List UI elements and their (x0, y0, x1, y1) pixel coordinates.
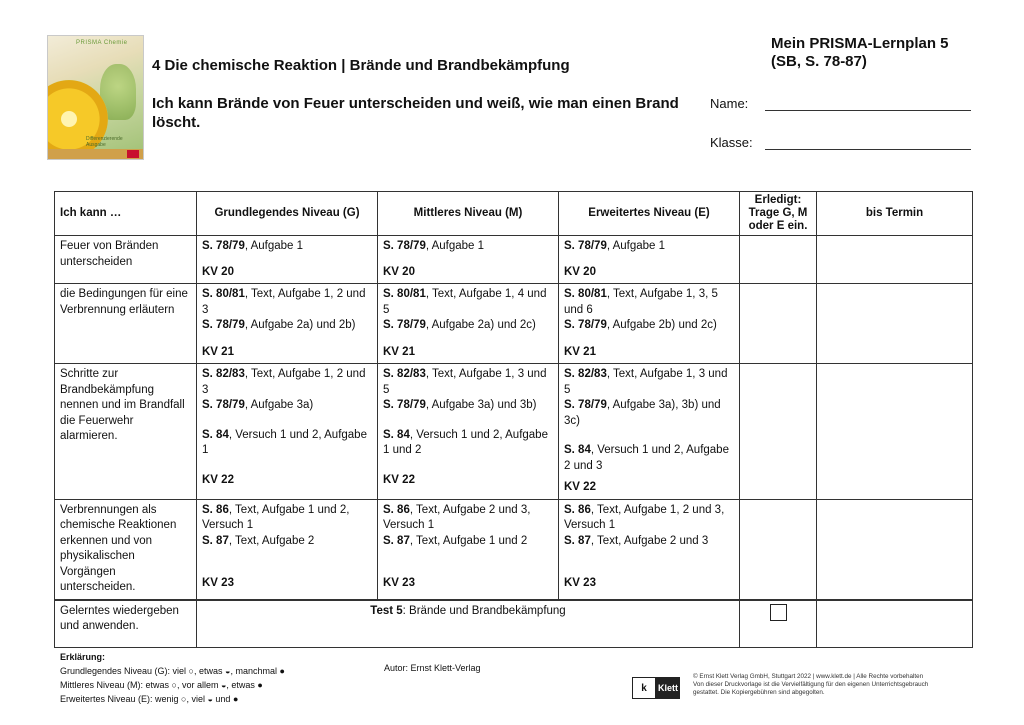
task-reference (564, 367, 734, 398)
klett-logo (632, 677, 680, 699)
book-cover-image (47, 35, 144, 160)
page-reference: S. 78/79 (202, 319, 245, 331)
level-m-cell (378, 499, 559, 600)
page-reference: S. 78/79 (383, 240, 426, 252)
header-done: Erledigt: Trage G, M oder E ein. (740, 192, 817, 236)
final-test-text: : Brände und Brandbekämpfung (402, 604, 566, 617)
task-reference (564, 534, 734, 550)
task-reference (564, 287, 734, 318)
deadline-cell[interactable] (817, 284, 973, 364)
task-text: , Text, Aufgabe 2 (228, 534, 315, 547)
klett-logo-word: Klett (656, 677, 680, 699)
level-e-cell (559, 284, 740, 364)
page-reference: S. 80/81 (202, 288, 245, 300)
level-g-cell (197, 284, 378, 364)
table-row (55, 284, 973, 364)
task-reference (564, 443, 734, 474)
level-m-cell (378, 284, 559, 364)
worksheet-label: KV 22 (564, 481, 596, 493)
deadline-cell[interactable] (817, 499, 973, 600)
done-cell[interactable] (740, 284, 817, 364)
task-reference (383, 239, 553, 255)
level-e-cell (559, 236, 740, 284)
task-reference (383, 428, 553, 459)
legend-title: Erklärung: (60, 652, 106, 662)
task-text: , Aufgabe 3a) und 3b) (425, 399, 537, 411)
worksheet-label: KV 21 (383, 345, 415, 358)
task-reference (564, 398, 734, 429)
task-reference (383, 534, 553, 550)
final-deadline-cell[interactable] (817, 600, 973, 648)
deadline-cell[interactable] (817, 364, 973, 500)
task-text: , Aufgabe 2a) und 2b) (244, 319, 356, 331)
header-level-m: Mittleres Niveau (M) (378, 192, 559, 236)
cover-subtitle: Differenzierende Ausgabe (86, 136, 123, 148)
level-g-cell (197, 236, 378, 284)
final-test-bold: Test 5 (370, 604, 403, 617)
final-test (197, 600, 740, 648)
task-text: , Aufgabe 1 (244, 240, 304, 252)
skill-cell: Feuer von Bränden unterscheiden (55, 236, 197, 284)
skill-cell: Verbrennungen als chemische Reaktionen erkennen und von physikalischen Vorgängen unterscheiden. (55, 499, 197, 600)
task-text: , Aufgabe 3a) (244, 399, 314, 411)
page-reference: S. 87 (202, 534, 229, 547)
task-reference (383, 503, 553, 534)
task-text: , Aufgabe 2b) und 2c) (606, 319, 717, 331)
task-text: , Text, Aufgabe 1, 2 und 3 (202, 368, 366, 396)
task-reference (202, 239, 372, 255)
task-reference (564, 503, 734, 534)
task-reference (202, 534, 372, 550)
page-reference: S. 78/79 (383, 319, 426, 331)
cover-brand: PRISMA Chemie (76, 40, 128, 46)
page-reference: S. 82/83 (202, 368, 245, 380)
page-reference: S. 86 (564, 503, 591, 516)
worksheet-label: KV 20 (202, 265, 234, 278)
author-note: Autor: Ernst Klett-Verlag (384, 663, 481, 673)
task-text: , Text, Aufgabe 1, 4 und 5 (383, 288, 547, 316)
header-deadline: bis Termin (817, 192, 973, 236)
chapter-title: 4 Die chemische Reaktion | Brände und Brandbekämpfung (152, 57, 570, 74)
page-reference: S. 84 (202, 428, 229, 441)
task-text: , Text, Aufgabe 1 und 2, Versuch 1 (202, 503, 350, 531)
class-label: Klasse: (710, 135, 753, 150)
task-text: , Text, Aufgabe 1 und 2 (409, 534, 528, 547)
task-text: , Versuch 1 und 2, Aufgabe 2 und 3 (564, 444, 729, 472)
task-text: , Versuch 1 und 2, Aufgabe 1 (202, 428, 367, 456)
final-skill: Gelerntes wiedergeben und anwenden. (55, 600, 197, 648)
level-m-cell (378, 236, 559, 284)
worksheet-label: KV 23 (202, 577, 234, 589)
task-reference (202, 428, 372, 459)
task-text: , Text, Aufgabe 1, 3 und 5 (564, 368, 728, 396)
task-text: , Text, Aufgabe 2 und 3, Versuch 1 (383, 503, 531, 531)
page-reference: S. 82/83 (383, 368, 426, 380)
task-reference (202, 318, 372, 334)
page-reference: S. 78/79 (383, 399, 426, 411)
legend-line-e: Erweitertes Niveau (E): wenig ○, viel ◒ und ● (60, 694, 239, 704)
page-reference: S. 87 (383, 534, 410, 547)
task-text: , Text, Aufgabe 1, 3, 5 und 6 (564, 288, 718, 316)
copyright-note (693, 673, 983, 697)
task-text: , Text, Aufgabe 1, 2 und 3 (202, 288, 366, 316)
deadline-cell[interactable] (817, 236, 973, 284)
task-text: , Text, Aufgabe 1, 3 und 5 (383, 368, 547, 396)
plan-title-line2: (SB, S. 78-87) (771, 53, 867, 70)
done-checkbox[interactable] (770, 604, 787, 621)
task-reference (383, 367, 553, 398)
page-reference: S. 78/79 (564, 319, 607, 331)
worksheet-label: KV 20 (564, 265, 596, 278)
task-reference (564, 239, 734, 255)
page-reference: S. 82/83 (564, 368, 607, 380)
class-line[interactable] (765, 149, 971, 150)
worksheet-label: KV 21 (202, 345, 234, 358)
skill-cell: Schritte zur Brandbekämpfung nennen und im Brandfall die Feuerwehr alarmieren. (55, 364, 197, 500)
task-text: , Aufgabe 2a) und 2c) (425, 319, 536, 331)
table-row (55, 364, 973, 500)
done-cell[interactable] (740, 499, 817, 600)
final-done-cell[interactable] (740, 600, 817, 648)
plan-title-line1: Mein PRISMA-Lernplan 5 (771, 35, 949, 52)
page-reference: S. 78/79 (564, 399, 607, 411)
table-row (55, 499, 973, 600)
page-reference: S. 86 (383, 503, 410, 516)
page-reference: S. 84 (564, 444, 591, 456)
task-reference (564, 318, 734, 334)
table-header-row (55, 192, 973, 236)
header-level-g: Grundlegendes Niveau (G) (197, 192, 378, 236)
worksheet-label: KV 23 (564, 577, 596, 589)
task-reference (383, 318, 553, 334)
worksheet-label: KV 20 (383, 265, 415, 278)
task-text: , Versuch 1 und 2, Aufgabe 1 und 2 (383, 428, 548, 456)
klett-logo-mark: k (632, 677, 656, 699)
task-reference (202, 503, 372, 534)
legend-line-m: Mittleres Niveau (M): etwas ○, vor allem ◒, etwas ● (60, 680, 263, 690)
table-row (55, 236, 973, 284)
header-skill: Ich kann … (55, 192, 197, 236)
class-field[interactable] (710, 135, 766, 150)
task-text: , Aufgabe 3a), 3b) und 3c) (564, 399, 721, 427)
copyright-line: Von dieser Druckvorlage ist die Vervielfältigung für den eigenen Unterrichtsgebrauch (693, 681, 929, 688)
task-text: , Aufgabe 1 (425, 240, 485, 252)
page-reference: S. 80/81 (564, 288, 607, 300)
done-cell[interactable] (740, 236, 817, 284)
task-reference (202, 287, 372, 318)
task-reference (202, 367, 372, 398)
worksheet-label: KV 22 (383, 473, 415, 486)
cover-publisher-logo (127, 150, 139, 158)
name-line[interactable] (765, 110, 971, 111)
skill-cell: die Bedingungen für eine Verbrennung erläutern (55, 284, 197, 364)
worksheet-label: KV 21 (564, 345, 596, 358)
final-row (55, 600, 973, 648)
learning-plan-table (54, 191, 973, 648)
task-reference (383, 287, 553, 318)
task-reference (383, 398, 553, 414)
done-cell[interactable] (740, 364, 817, 500)
page-reference: S. 80/81 (383, 288, 426, 300)
task-text: , Text, Aufgabe 1, 2 und 3, Versuch 1 (564, 503, 725, 531)
page-reference: S. 86 (202, 503, 229, 516)
task-reference (202, 398, 372, 414)
page-reference: S. 78/79 (202, 240, 245, 252)
task-text: , Text, Aufgabe 2 und 3 (590, 534, 709, 547)
page-reference: S. 78/79 (202, 399, 245, 411)
task-text: , Aufgabe 1 (606, 240, 666, 252)
page-reference: S. 87 (564, 534, 591, 547)
worksheet-label: KV 22 (202, 473, 234, 486)
copyright-line: © Ernst Klett Verlag GmbH, Stuttgart 2022 | www.klett.de | Alle Rechte vorbehalten (693, 673, 924, 680)
learning-goal: Ich kann Brände von Feuer unterscheiden und weiß, wie man einen Brand löscht. (152, 95, 679, 131)
copyright-line: gestattet. Die Kopiergebühren sind abgegolten. (693, 689, 825, 696)
worksheet-label: KV 23 (383, 577, 415, 589)
page-reference: S. 84 (383, 428, 410, 441)
plan-title (771, 35, 949, 71)
page-reference: S. 78/79 (564, 240, 607, 252)
level-e-cell (559, 499, 740, 600)
level-m-cell (378, 364, 559, 500)
level-e-cell (559, 364, 740, 500)
header-level-e: Erweitertes Niveau (E) (559, 192, 740, 236)
level-g-cell (197, 499, 378, 600)
legend (60, 650, 285, 706)
legend-line-g: Grundlegendes Niveau (G): viel ○, etwas ◒, manchmal ● (60, 666, 285, 676)
name-label: Name: (710, 96, 749, 111)
level-g-cell (197, 364, 378, 500)
name-field[interactable] (710, 96, 766, 111)
